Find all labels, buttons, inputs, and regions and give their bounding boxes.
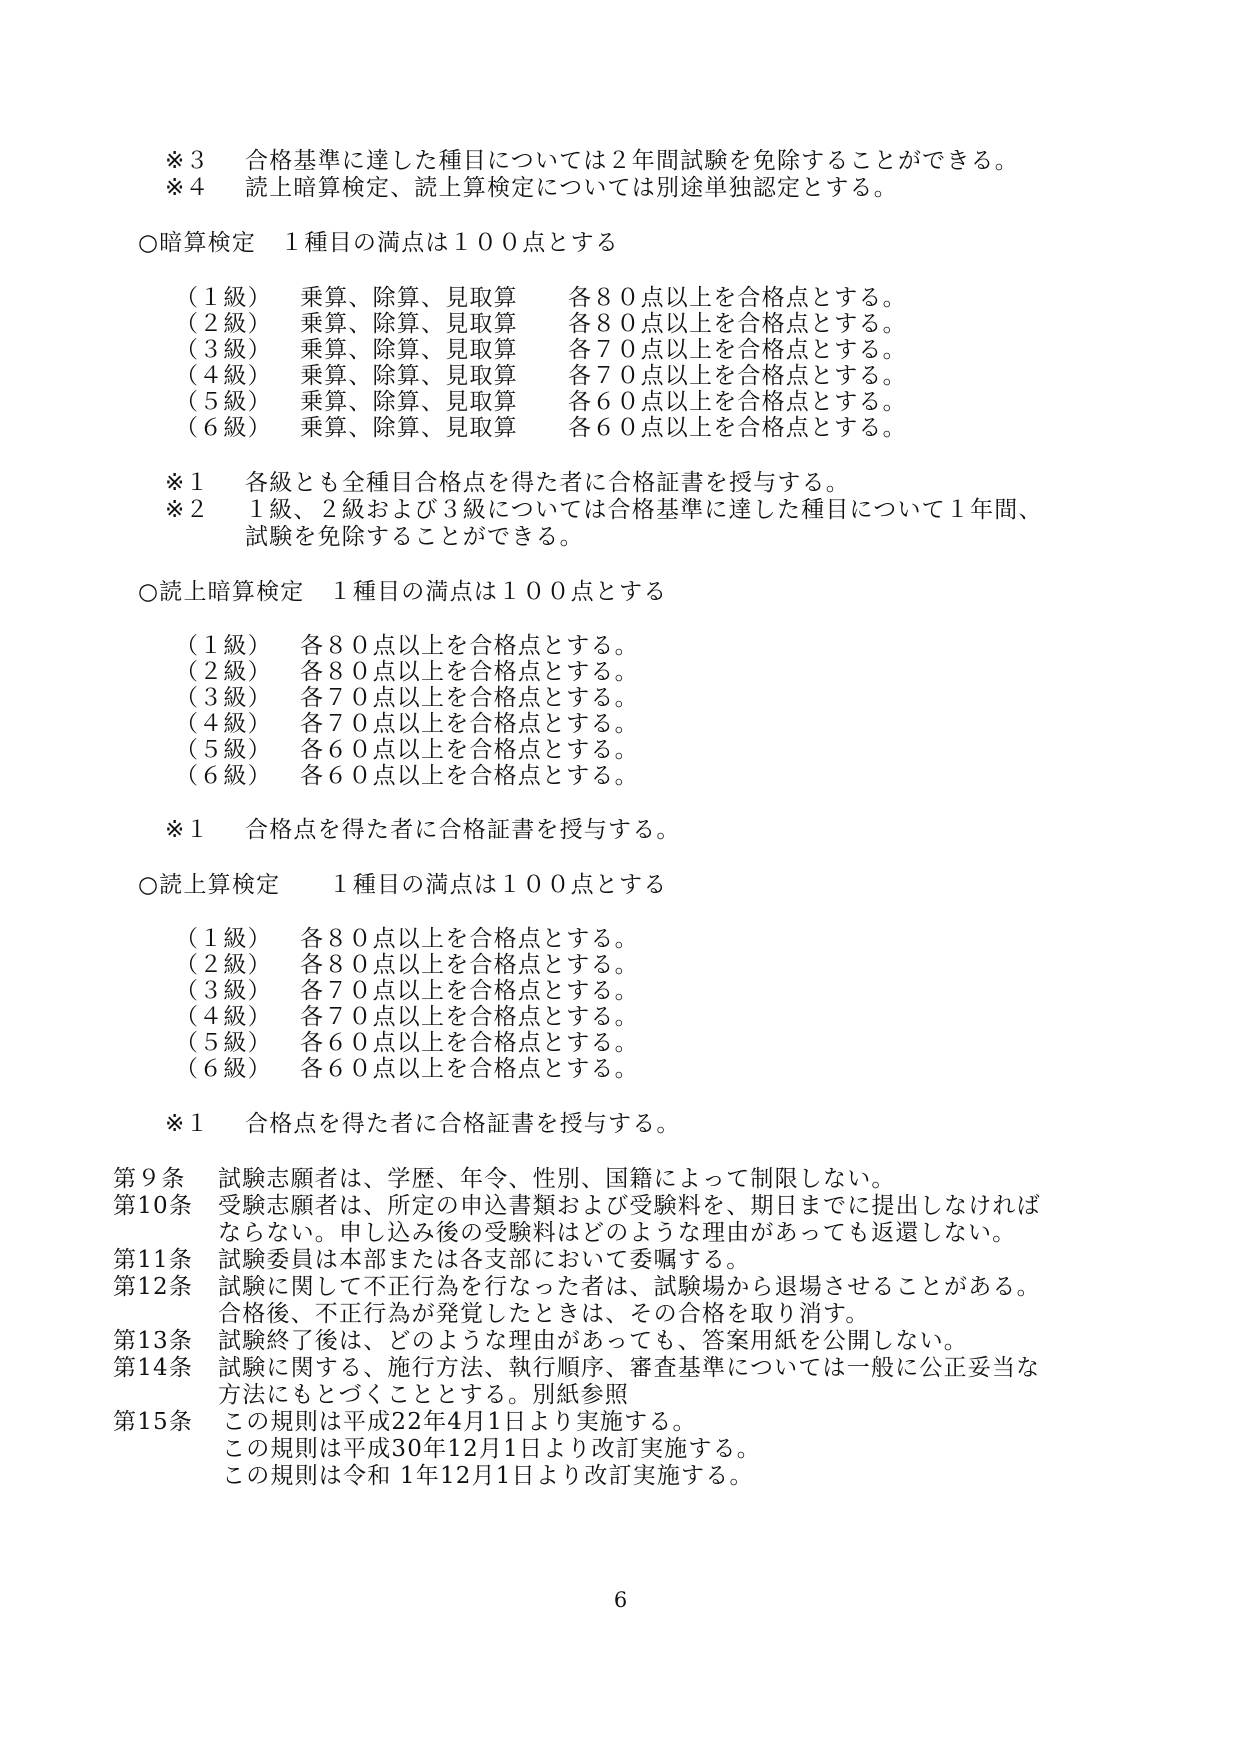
grade-items: 乗算、除算、見取算 [300, 363, 518, 389]
grade-items: 乗算、除算、見取算 [300, 337, 518, 363]
grade-label: （２級） [175, 311, 272, 337]
grade-criterion: 各６０点以上を合格点とする。 [300, 737, 639, 763]
note-text: １級、２級および３級については合格基準に達した種目について１年間、 [245, 497, 1043, 523]
grade-label: （２級） [175, 952, 272, 978]
note-mark: ※４ [165, 175, 210, 201]
grade-label: （３級） [175, 685, 272, 711]
article-text: 受験志願者は、所定の申込書類および受験料を、期日までに提出しなければ [218, 1193, 1041, 1219]
grade-label: （１級） [175, 285, 272, 311]
article-label: 第12条 [113, 1274, 194, 1300]
article-text: 試験に関する、施行方法、執行順序、審査基準については一般に公正妥当な [218, 1355, 1041, 1381]
note-text-continuation: 試験を免除することができる。 [245, 524, 584, 550]
article-label: 第13条 [113, 1328, 194, 1354]
grade-criterion: 各６０点以上を合格点とする。 [300, 763, 639, 789]
grade-criterion: 各６０点以上を合格点とする。 [568, 415, 907, 441]
article-text: 方法にもとづくこととする。別紙参照 [218, 1382, 629, 1408]
grade-label: （５級） [175, 737, 272, 763]
article-text: 試験志願者は、学歴、年令、性別、国籍によって制限しない。 [218, 1166, 896, 1192]
grade-criterion: 各８０点以上を合格点とする。 [300, 659, 639, 685]
grade-label: （６級） [175, 763, 272, 789]
grade-label: （３級） [175, 978, 272, 1004]
grade-items: 乗算、除算、見取算 [300, 311, 518, 337]
article-text: 試験終了後は、どのような理由があっても、答案用紙を公開しない。 [218, 1328, 968, 1354]
note-text: 合格点を得た者に合格証書を授与する。 [245, 1111, 681, 1137]
grade-criterion: 各７０点以上を合格点とする。 [568, 363, 907, 389]
grade-label: （５級） [175, 389, 272, 415]
grade-label: （２級） [175, 659, 272, 685]
note-mark: ※３ [165, 148, 210, 174]
grade-label: （１級） [175, 926, 272, 952]
note-text: 各級とも全種目合格点を得た者に合格証書を授与する。 [245, 470, 850, 496]
note-mark: ※１ [165, 470, 210, 496]
article-label: 第14条 [113, 1355, 194, 1381]
article-text: 合格後、不正行為が発覚したときは、その合格を取り消す。 [218, 1301, 870, 1327]
article-text: 試験委員は本部または各支部において委嘱する。 [218, 1247, 751, 1273]
section-heading-anzan: ○暗算検定 １種目の満点は１００点とする [138, 230, 620, 256]
article-label: 第10条 [113, 1193, 194, 1219]
grade-label: （３級） [175, 337, 272, 363]
grade-criterion: 各８０点以上を合格点とする。 [568, 285, 907, 311]
grade-criterion: 各７０点以上を合格点とする。 [300, 978, 639, 1004]
grade-criterion: 各６０点以上を合格点とする。 [300, 1030, 639, 1056]
article-text: この規則は令和 1年12月1日より改訂実施する。 [222, 1463, 754, 1489]
article-label: 第11条 [113, 1247, 194, 1273]
note-mark: ※１ [165, 817, 210, 843]
grade-criterion: 各８０点以上を合格点とする。 [568, 311, 907, 337]
note-mark: ※１ [165, 1111, 210, 1137]
section-heading-yomiagezan: ○読上算検定 １種目の満点は１００点とする [138, 872, 668, 898]
grade-items: 乗算、除算、見取算 [300, 285, 518, 311]
grade-label: （６級） [175, 1056, 272, 1082]
grade-label: （４級） [175, 711, 272, 737]
grade-items: 乗算、除算、見取算 [300, 415, 518, 441]
grade-criterion: 各８０点以上を合格点とする。 [300, 926, 639, 952]
note-text: 合格点を得た者に合格証書を授与する。 [245, 817, 681, 843]
section-heading-yomiage-anzan: ○読上暗算検定 １種目の満点は１００点とする [138, 579, 668, 605]
article-text: 試験に関して不正行為を行なった者は、試験場から退場させることがある。 [218, 1274, 1041, 1300]
grade-label: （１級） [175, 633, 272, 659]
article-text: ならない。申し込み後の受験料はどのような理由があっても返還しない。 [218, 1220, 1017, 1246]
grade-criterion: 各６０点以上を合格点とする。 [300, 1056, 639, 1082]
grade-label: （５級） [175, 1030, 272, 1056]
grade-criterion: 各７０点以上を合格点とする。 [300, 685, 639, 711]
grade-criterion: 各８０点以上を合格点とする。 [300, 633, 639, 659]
grade-label: （４級） [175, 363, 272, 389]
page-number: 6 [613, 1588, 628, 1612]
grade-criterion: 各８０点以上を合格点とする。 [300, 952, 639, 978]
note-text: 読上暗算検定、読上算検定については別途単独認定とする。 [245, 175, 898, 201]
article-text: この規則は平成30年12月1日より改訂実施する。 [222, 1436, 761, 1462]
article-label: 第９条 [113, 1166, 186, 1192]
grade-criterion: 各６０点以上を合格点とする。 [568, 389, 907, 415]
grade-criterion: 各７０点以上を合格点とする。 [568, 337, 907, 363]
grade-label: （６級） [175, 415, 272, 441]
note-text: 合格基準に達した種目については２年間試験を免除することができる。 [245, 148, 1019, 174]
note-mark: ※２ [165, 497, 210, 523]
article-text: この規則は平成22年4月1日より実施する。 [222, 1409, 697, 1435]
grade-items: 乗算、除算、見取算 [300, 389, 518, 415]
grade-criterion: 各７０点以上を合格点とする。 [300, 711, 639, 737]
grade-label: （４級） [175, 1004, 272, 1030]
grade-criterion: 各７０点以上を合格点とする。 [300, 1004, 639, 1030]
article-label: 第15条 [113, 1409, 194, 1435]
